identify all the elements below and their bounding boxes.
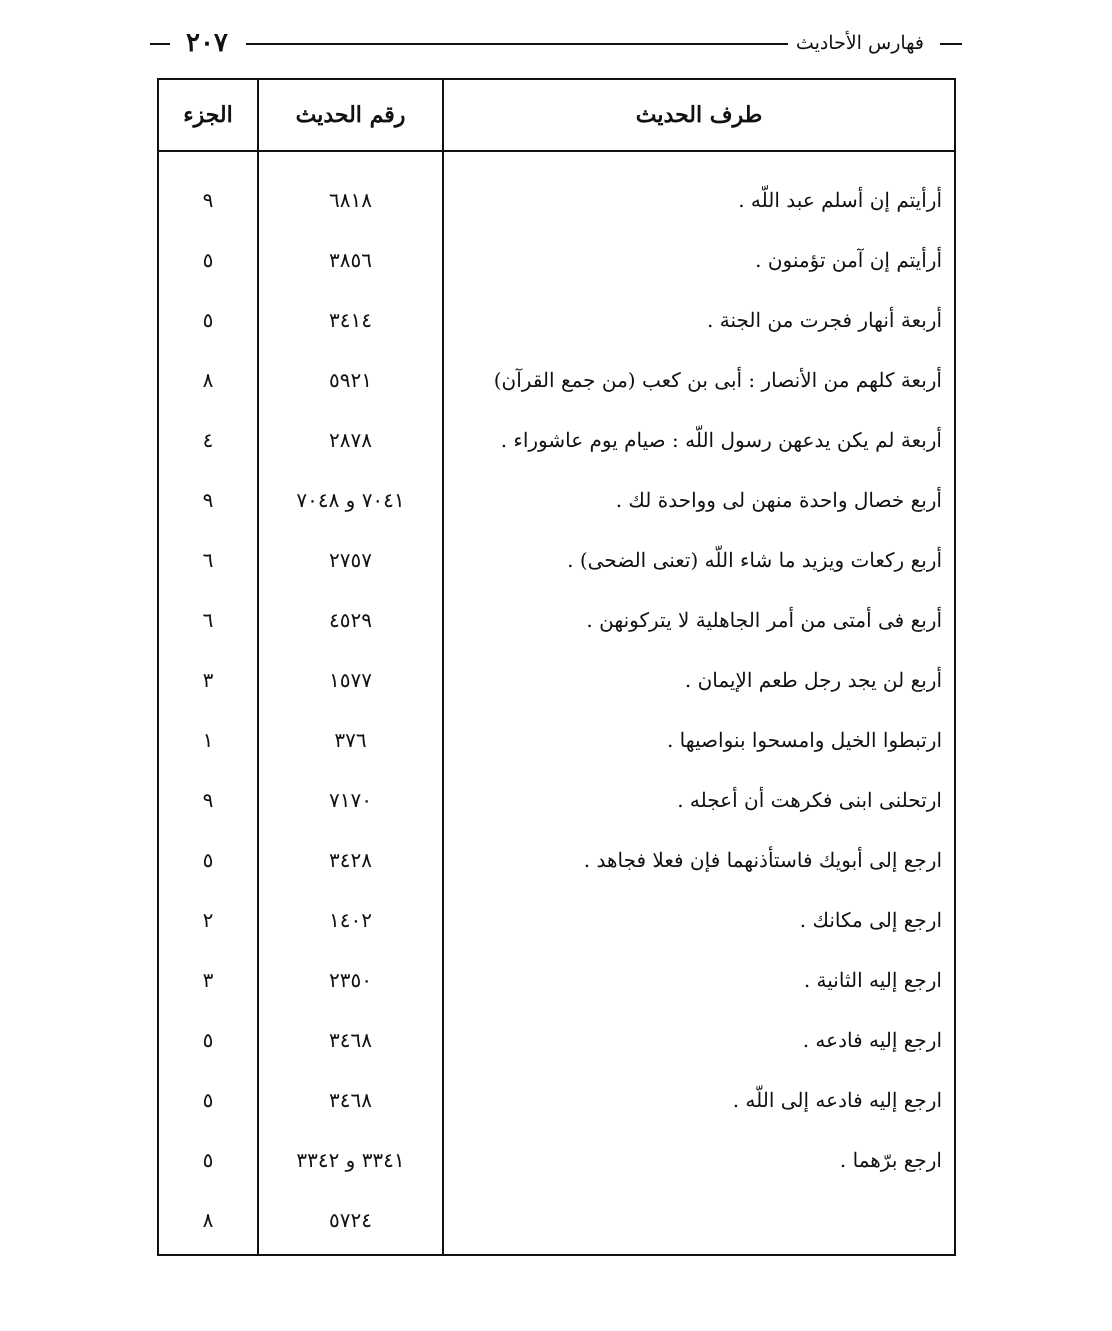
- hadith-index-table: [157, 78, 956, 1256]
- volume-number: ٨: [202, 1208, 214, 1232]
- hadith-number: ٣٤٦٨: [329, 1028, 372, 1052]
- hadith-text: ارتحلنى ابنى فكرهت أن أعجله .: [677, 788, 942, 812]
- page-number: ٢٠٧: [178, 26, 236, 60]
- volume-number: ٤: [202, 428, 214, 452]
- volume-number: ٥: [202, 248, 214, 272]
- hadith-text: أربع ركعات ويزيد ما شاء اللّه (تعنى الضحى) .: [567, 548, 942, 572]
- hadith-number: ٣٤٢٨: [329, 848, 372, 872]
- volume-number: ٦: [202, 608, 214, 632]
- hadith-number: ٣٤٦٨: [329, 1088, 372, 1112]
- volume-number: ٩: [202, 188, 214, 212]
- header-rule-left: [150, 43, 170, 45]
- hadith-text: ارجع برّهما .: [839, 1148, 942, 1172]
- column-header-volume: الجزء: [183, 102, 233, 128]
- hadith-text: ارجع إليه الثانية .: [803, 968, 942, 992]
- running-header: [150, 26, 962, 60]
- table-row: [159, 410, 954, 470]
- table-row: [159, 170, 954, 230]
- running-title: فهارس الأحاديث: [788, 26, 932, 60]
- table-row: [159, 350, 954, 410]
- table-row: [159, 1190, 954, 1250]
- hadith-text: ارجع إلى أبويك فاستأذنهما فإن فعلا فجاهد .: [583, 848, 942, 872]
- table-row: [159, 1070, 954, 1130]
- table-row: [159, 770, 954, 830]
- table-row: [159, 230, 954, 290]
- table-row: [159, 1130, 954, 1190]
- table-row: [159, 710, 954, 770]
- hadith-number: ٦٨١٨: [329, 188, 372, 212]
- hadith-number: ٣٣٤١ و ٣٣٤٢: [296, 1148, 405, 1172]
- column-header-hadith: طرف الحديث: [635, 102, 763, 128]
- table-row: [159, 830, 954, 890]
- volume-number: ٥: [202, 1088, 214, 1112]
- hadith-number: ٧٠٤١ و ٧٠٤٨: [296, 488, 405, 512]
- volume-number: ٣: [202, 668, 214, 692]
- table-row: [159, 1010, 954, 1070]
- volume-number: ٩: [202, 488, 214, 512]
- hadith-text: ارجع إليه فادعه إلى اللّه .: [732, 1088, 942, 1112]
- volume-number: ٥: [202, 1028, 214, 1052]
- hadith-number: ٥٩٢١: [329, 368, 372, 392]
- table-row: [159, 530, 954, 590]
- hadith-number: ١٥٧٧: [329, 668, 372, 692]
- hadith-text: أرأيتم إن أسلم عبد اللّه .: [738, 188, 942, 212]
- hadith-number: ١٤٠٢: [329, 908, 372, 932]
- hadith-text: أربع خصال واحدة منهن لى وواحدة لك .: [615, 488, 942, 512]
- hadith-number: ٣٤١٤: [329, 308, 372, 332]
- hadith-text: أربعة أنهار فجرت من الجنة .: [707, 308, 942, 332]
- volume-number: ٥: [202, 308, 214, 332]
- column-header-number: رقم الحديث: [295, 102, 406, 128]
- volume-number: ٣: [202, 968, 214, 992]
- hadith-text: أربعة لم يكن يدعهن رسول اللّه : صيام يوم عاشوراء .: [500, 428, 942, 452]
- hadith-text: أرأيتم إن آمن تؤمنون .: [755, 248, 942, 272]
- hadith-number: ٥٧٢٤: [329, 1208, 372, 1232]
- hadith-number: ٢٨٧٨: [329, 428, 372, 452]
- hadith-number: ٢٣٥٠: [329, 968, 372, 992]
- volume-number: ٩: [202, 788, 214, 812]
- hadith-text: ارجع إليه فادعه .: [802, 1028, 942, 1052]
- hadith-text: أربع لن يجد رجل طعم الإيمان .: [684, 668, 942, 692]
- hadith-number: ٤٥٢٩: [329, 608, 372, 632]
- table-row: [159, 950, 954, 1010]
- header-rule-right: [940, 43, 962, 45]
- hadith-number: ٢٧٥٧: [329, 548, 372, 572]
- hadith-number: ٣٧٦: [334, 728, 367, 752]
- table-row: [159, 890, 954, 950]
- hadith-text: ارتبطوا الخيل وامسحوا بنواصيها .: [666, 728, 942, 752]
- volume-number: ٢: [202, 908, 214, 932]
- hadith-text: أربع فى أمتى من أمر الجاهلية لا يتركونهن .: [586, 608, 942, 632]
- hadith-number: ٣٨٥٦: [329, 248, 372, 272]
- volume-number: ٥: [202, 1148, 214, 1172]
- table-row: [159, 470, 954, 530]
- hadith-text: ارجع إلى مكانك .: [799, 908, 942, 932]
- hadith-text: [452, 1190, 942, 1250]
- header-divider: [159, 150, 954, 152]
- hadith-number: ٧١٧٠: [329, 788, 372, 812]
- header-rule-middle: [246, 43, 806, 45]
- table-row: [159, 590, 954, 650]
- volume-number: ١: [202, 728, 214, 752]
- volume-number: ٨: [202, 368, 214, 392]
- volume-number: ٥: [202, 848, 214, 872]
- table-row: [159, 650, 954, 710]
- volume-number: ٦: [202, 548, 214, 572]
- table-row: [159, 290, 954, 350]
- hadith-text: أربعة كلهم من الأنصار : أبى بن كعب (من جمع القرآن): [493, 368, 942, 392]
